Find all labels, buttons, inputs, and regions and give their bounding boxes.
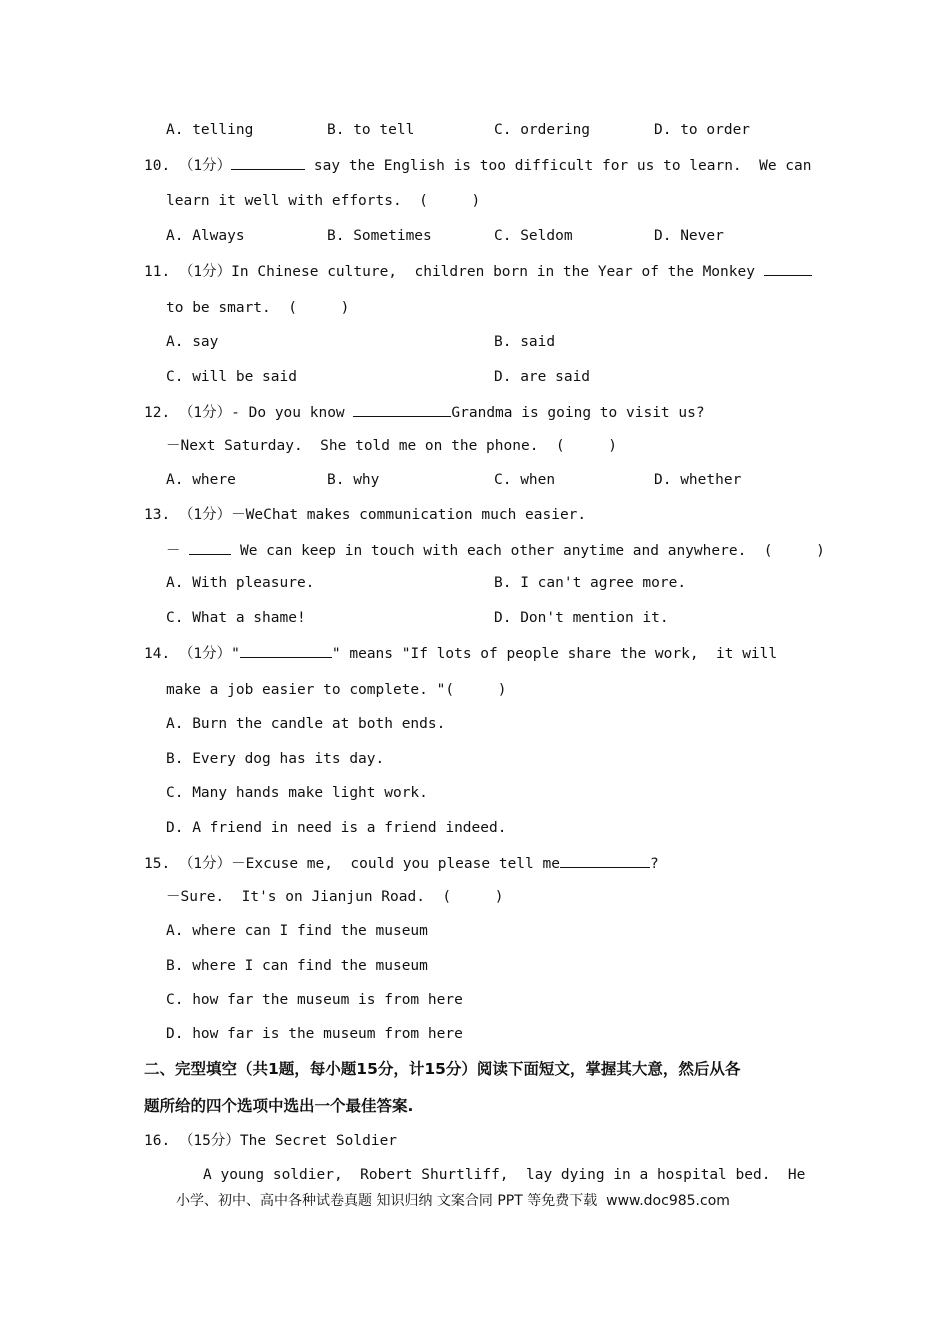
footer-url[interactable]: www.doc985.com (606, 1193, 730, 1209)
passage-title: The Secret Soldier (239, 1133, 398, 1149)
answer-blank (560, 853, 650, 868)
question-16-title-line (144, 1132, 397, 1150)
option-b: B. why (327, 472, 380, 488)
question-score: （15分） (178, 1133, 240, 1149)
question-score: （1分） (178, 405, 232, 421)
option-d: D. Don't mention it. (494, 610, 669, 626)
option-b: B. to tell (327, 122, 415, 138)
option-a: A. where can I find the museum (166, 923, 428, 939)
option-c: C. What a shame! (166, 610, 306, 626)
footer-text: 小学、初中、高中各种试卷真题 知识归纳 文案合同 PPT 等免费下载 (176, 1193, 598, 1209)
option-d: D. to order (654, 122, 751, 138)
option-b: B. I can't agree more. (494, 575, 687, 591)
question-13-stem-line-2: － We can keep in touch with each other anytime and anywhere. ( ) (166, 540, 825, 560)
question-number: 16. (144, 1133, 171, 1149)
option-a: A. With pleasure. (166, 575, 315, 591)
option-d: D. A friend in need is a friend indeed. (166, 820, 507, 836)
option-c: C. Many hands make light work. (166, 785, 428, 801)
question-10-stem-line-1: 10. （1分） say the English is too difficult for us to learn. We can (144, 155, 812, 175)
question-number: 15. (144, 856, 171, 872)
question-score: （1分） (178, 856, 232, 872)
answer-blank (764, 261, 812, 276)
passage-line-1: A young soldier, Robert Shurtliff, lay dying in a hospital bed. He (203, 1167, 806, 1183)
option-b: B. where I can find the museum (166, 958, 428, 974)
question-10-stem-line-2: learn it well with efforts. ( ) (166, 193, 481, 209)
question-number: 13. (144, 507, 171, 523)
option-a: A. where (166, 472, 236, 488)
option-d: D. whether (654, 472, 742, 488)
option-c: C. will be said (166, 369, 297, 385)
answer-blank (353, 402, 451, 417)
option-b: B. Sometimes (327, 228, 432, 244)
question-number: 12. (144, 405, 171, 421)
question-score: （1分） (178, 507, 232, 523)
option-c: C. how far the museum is from here (166, 992, 463, 1008)
answer-blank (240, 643, 332, 658)
answer-blank (231, 155, 305, 170)
question-score: （1分） (178, 264, 232, 280)
section-heading-line-2: 题所给的四个选项中选出一个最佳答案. (144, 1097, 414, 1115)
question-number: 14. (144, 646, 171, 662)
option-d: D. Never (654, 228, 724, 244)
question-15-stem-line-2: －Sure. It's on Jianjun Road. ( ) (166, 889, 504, 905)
option-c: C. ordering (494, 122, 591, 138)
option-b: B. said (494, 334, 556, 350)
question-13-stem-line-1: 13. （1分）－WeChat makes communication much easier. (144, 507, 587, 523)
page-footer (176, 1192, 730, 1210)
option-a: A. Always (166, 228, 245, 244)
option-c: C. when (494, 472, 556, 488)
option-d: D. how far is the museum from here (166, 1026, 463, 1042)
option-a: A. telling (166, 122, 254, 138)
question-score: （1分） (178, 646, 232, 662)
question-12-stem-line-2: －Next Saturday. She told me on the phone. ( ) (166, 438, 617, 454)
answer-blank (189, 540, 231, 555)
question-14-stem-line-1: 14. （1分）" " means "If lots of people share the work, it will (144, 643, 777, 663)
option-d: D. are said (494, 369, 591, 385)
question-number: 11. (144, 264, 171, 280)
option-a: A. say (166, 334, 219, 350)
question-15-stem-line-1: 15. （1分）－Excuse me, could you please tell me ? (144, 853, 659, 873)
question-12-stem-line-1: 12. （1分）- Do you know Grandma is going to visit us? (144, 402, 705, 422)
option-c: C. Seldom (494, 228, 573, 244)
section-heading-line-1: 二、完型填空（共1题，每小题15分，计15分）阅读下面短文，掌握其大意，然后从各 (144, 1060, 741, 1078)
question-11-stem-line-2: to be smart. ( ) (166, 300, 350, 316)
question-11-stem-line-1: 11. （1分）In Chinese culture, children born in the Year of the Monkey (144, 261, 812, 281)
option-a: A. Burn the candle at both ends. (166, 716, 446, 732)
question-score: （1分） (178, 158, 232, 174)
option-b: B. Every dog has its day. (166, 751, 385, 767)
question-number: 10. (144, 158, 171, 174)
question-14-stem-line-2: make a job easier to complete. "( ) (166, 682, 507, 698)
